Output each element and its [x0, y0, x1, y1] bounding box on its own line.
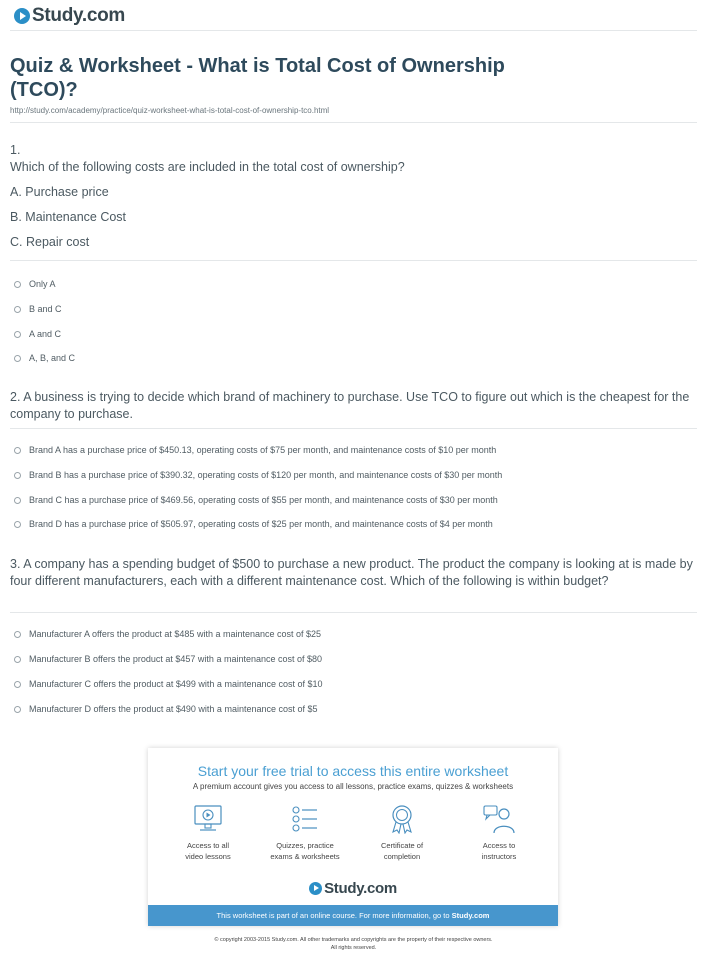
feature-label: completion [383, 852, 421, 861]
feature-label: instructors [481, 852, 517, 861]
promo-study-logo[interactable] [148, 880, 558, 897]
option-label: Brand C has a purchase price of $469.56, operating costs of $55 per month, and maintenance costs of $30 per month [29, 495, 498, 505]
certificate-icon [385, 804, 419, 834]
question-3-option[interactable] [14, 653, 322, 665]
question-3-option[interactable] [14, 678, 323, 690]
question-2-option[interactable] [14, 494, 498, 506]
title-divider [10, 122, 697, 123]
feature-instructors [449, 804, 549, 862]
option-label: A, B, and C [29, 353, 76, 363]
feature-certificate [352, 804, 452, 862]
feature-label: exams & worksheets [270, 852, 340, 861]
promo-subtitle: A premium account gives you access to all lessons, practice exams, quizzes & worksheets [192, 782, 514, 791]
question-1-item: A. Purchase price [10, 185, 109, 199]
question-1-option[interactable] [14, 352, 75, 364]
question-3-option[interactable] [14, 703, 318, 715]
instructor-icon [482, 804, 516, 834]
option-label: Manufacturer C offers the product at $499 with a maintenance cost of $10 [29, 679, 323, 689]
question-2-option[interactable] [14, 444, 496, 456]
feature-label: Access to [482, 841, 516, 850]
radio-button[interactable] [14, 355, 21, 362]
feature-label: Quizzes, practice [276, 841, 334, 850]
option-label: B and C [29, 304, 62, 314]
logo-text: Study.com [324, 880, 397, 897]
question-1-item: B. Maintenance Cost [10, 210, 127, 224]
question-1-option[interactable] [14, 278, 56, 290]
feature-quizzes [255, 804, 355, 862]
question-1-option[interactable] [14, 328, 61, 340]
radio-button[interactable] [14, 656, 21, 663]
radio-button[interactable] [14, 331, 21, 338]
play-logo-icon [309, 882, 322, 895]
copyright-line: © copyright 2003-2015 Study.com. All other trademarks and copyrights are the property of their respective owners. [214, 937, 493, 943]
feature-label: Certificate of [380, 841, 424, 850]
logo-text: Study.com [32, 5, 126, 26]
question-1-divider [10, 260, 697, 261]
study-logo[interactable] [14, 5, 125, 27]
option-label: A and C [29, 329, 62, 339]
radio-button[interactable] [14, 447, 21, 454]
question-1-number: 1. [10, 143, 21, 157]
feature-label: Access to all [186, 841, 230, 850]
question-2-text: 2. A business is trying to decide which brand of machinery to purchase. Use TCO to figure out which is the cheapest for the company to purchase. [10, 390, 690, 421]
option-label: Manufacturer D offers the product at $490 with a maintenance cost of $5 [29, 704, 318, 714]
question-3-option[interactable] [14, 628, 321, 640]
video-lesson-icon [191, 804, 225, 834]
question-1-text: Which of the following costs are included in the total cost of ownership? [10, 160, 405, 174]
page-title: Quiz & Worksheet - What is Total Cost of Ownership (TCO)? [10, 55, 505, 101]
question-3-divider [10, 612, 697, 613]
promo-info-bar [148, 905, 558, 926]
question-2-option[interactable] [14, 518, 493, 530]
quiz-list-icon [288, 804, 322, 834]
radio-button[interactable] [14, 281, 21, 288]
play-logo-icon [14, 8, 30, 24]
radio-button[interactable] [14, 681, 21, 688]
option-label: Only A [29, 279, 56, 289]
page-url: http://study.com/academy/practice/quiz-worksheet-what-is-total-cost-of-ownership-tco.html [10, 106, 330, 115]
promo-bar-text: This worksheet is part of an online course. For more information, go to [216, 911, 450, 920]
radio-button[interactable] [14, 306, 21, 313]
copyright-footer [0, 936, 707, 952]
radio-button[interactable] [14, 521, 21, 528]
radio-button[interactable] [14, 706, 21, 713]
radio-button[interactable] [14, 497, 21, 504]
promo-bar-link[interactable]: Study.com [451, 911, 490, 920]
option-label: Manufacturer A offers the product at $485 with a maintenance cost of $25 [29, 629, 322, 639]
question-2-option[interactable] [14, 469, 502, 481]
promo-title[interactable]: Start your free trial to access this entire worksheet [197, 763, 509, 779]
feature-video-lessons [158, 804, 258, 862]
option-label: Brand A has a purchase price of $450.13, operating costs of $75 per month, and maintenance costs of $10 per month [29, 445, 497, 455]
question-3-text: 3. A company has a spending budget of $500 to purchase a new product. The product the company is looking at is made by four different manufacturers, each with a different maintenance cost. Which of the following is within budget? [10, 557, 693, 588]
rights-line: All rights reserved. [330, 945, 377, 951]
question-1-option[interactable] [14, 303, 62, 315]
question-2-divider [10, 428, 697, 429]
question-1-item: C. Repair cost [10, 235, 90, 249]
radio-button[interactable] [14, 472, 21, 479]
radio-button[interactable] [14, 631, 21, 638]
free-trial-promo[interactable] [148, 748, 558, 926]
option-label: Brand D has a purchase price of $505.97, operating costs of $25 per month, and maintenance costs of $4 per month [29, 519, 493, 529]
feature-label: video lessons [185, 852, 231, 861]
header-divider [10, 30, 697, 31]
option-label: Brand B has a purchase price of $390.32, operating costs of $120 per month, and maintenance costs of $30 per month [29, 470, 503, 480]
option-label: Manufacturer B offers the product at $457 with a maintenance cost of $80 [29, 654, 323, 664]
